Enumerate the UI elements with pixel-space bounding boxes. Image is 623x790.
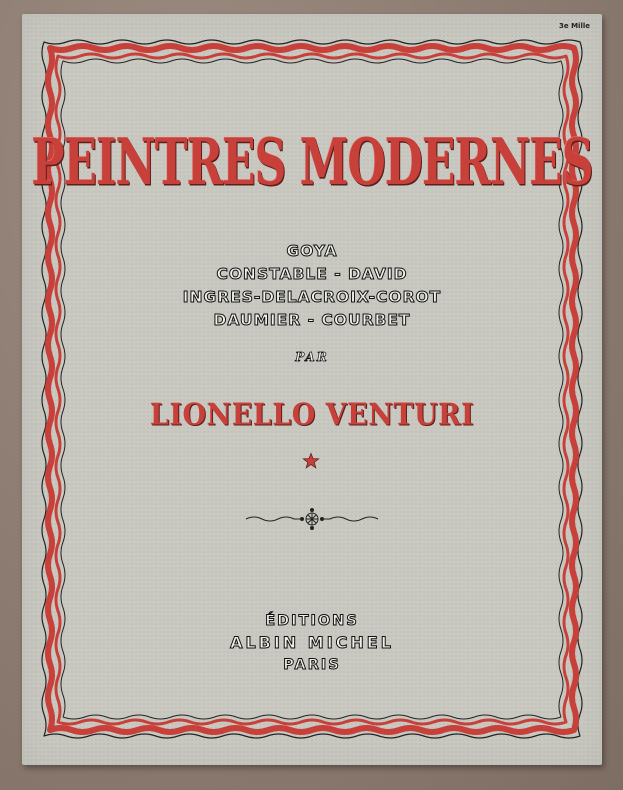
by-label: PAR <box>295 350 329 364</box>
painter-line: DAUMIER - COURBET <box>213 311 411 329</box>
painter-line: GOYA <box>286 242 338 260</box>
star-icon <box>302 452 320 470</box>
book-cover <box>22 14 602 765</box>
publisher-editions: ÉDITIONS <box>265 613 359 629</box>
publisher-city: PARIS <box>283 657 341 673</box>
painter-line: CONSTABLE - DAVID <box>216 265 408 283</box>
painter-list <box>22 240 602 332</box>
fleuron-ornament-icon <box>242 507 382 531</box>
book-title: PEINTRES MODERNES <box>31 126 593 200</box>
painter-line: INGRES-DELACROIX-COROT <box>182 288 442 306</box>
publisher-name: ALBIN MICHEL <box>230 633 394 652</box>
edition-note: 3e Mille <box>559 22 590 30</box>
publisher-block <box>22 610 602 676</box>
author-name: LIONELLO VENTURI <box>149 398 475 433</box>
